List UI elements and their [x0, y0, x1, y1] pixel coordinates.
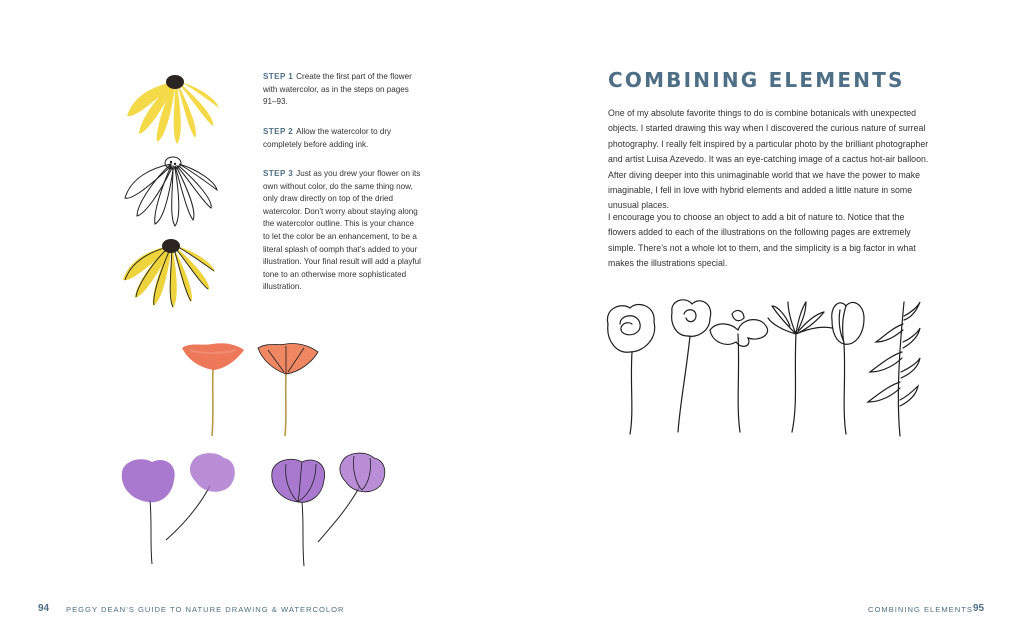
paragraph-2-text: I encourage you to choose an object to add a bit of nature to. Notice that the flowers added to each of the illustrations on the following pages are extremely simple. There’s not a whole lot to them, and the simplicity is a big factor in what makes the illustrations special. — [608, 212, 916, 269]
step-1 — [263, 71, 421, 109]
combined-tulips-illustration — [266, 450, 391, 565]
combined-coneflower-illustration — [119, 236, 219, 311]
watercolor-coneflower-illustration — [123, 72, 223, 152]
line-art-flowers-illustration — [600, 294, 920, 444]
watercolor-tulips-illustration — [116, 452, 241, 567]
right-page-number: 95 — [973, 603, 985, 614]
step-2-text: Allow the watercolor to dry completely before adding ink. — [263, 127, 392, 149]
left-page-number: 94 — [38, 603, 50, 614]
left-running-head: PEGGY DEAN’S GUIDE TO NATURE DRAWING & WATERCOLOR — [66, 605, 345, 614]
ink-poppy-illustration — [254, 340, 324, 440]
step-3 — [263, 168, 421, 294]
section-title: COMBINING ELEMENTS — [608, 68, 905, 92]
ink-coneflower-illustration — [121, 154, 221, 229]
step-3-text: Just as you drew your flower on its own without color, do the same thing now, only draw directly on top of the dried watercolor. Don’t worry about staying along the watercolor outline. This is your chance to let the color be an enhancement, to be a literal splash of oomph that’s added to your illustration. Your final result will add a playful tone to an otherwise more sophisticated illustration. — [263, 169, 421, 292]
step-3-label: STEP 3 — [263, 169, 294, 178]
body-paragraph-1 — [608, 106, 930, 214]
step-2-label: STEP 2 — [263, 127, 294, 136]
watercolor-poppy-illustration — [178, 338, 248, 438]
paragraph-1-text: One of my absolute favorite things to do is combine botanicals with unexpected objects. I started drawing this way when I discovered the curious nature of surreal photography. I really felt inspired by a particular photo by the brilliant photographer and artist Luisa Azevedo. It was an eye-catching image of a cactus hot-air balloon. After diving deeper into this unimaginable world that we have the power to make imaginable, I fell in love with hybrid elements and added a little nature in some unusual places. — [608, 108, 929, 211]
body-paragraph-2 — [608, 210, 930, 272]
step-1-label: STEP 1 — [263, 72, 294, 81]
right-running-head: COMBINING ELEMENTS — [868, 605, 973, 614]
step-2 — [263, 126, 421, 151]
step-1-text: Create the first part of the flower with watercolor, as in the steps on pages 91–93. — [263, 72, 412, 107]
